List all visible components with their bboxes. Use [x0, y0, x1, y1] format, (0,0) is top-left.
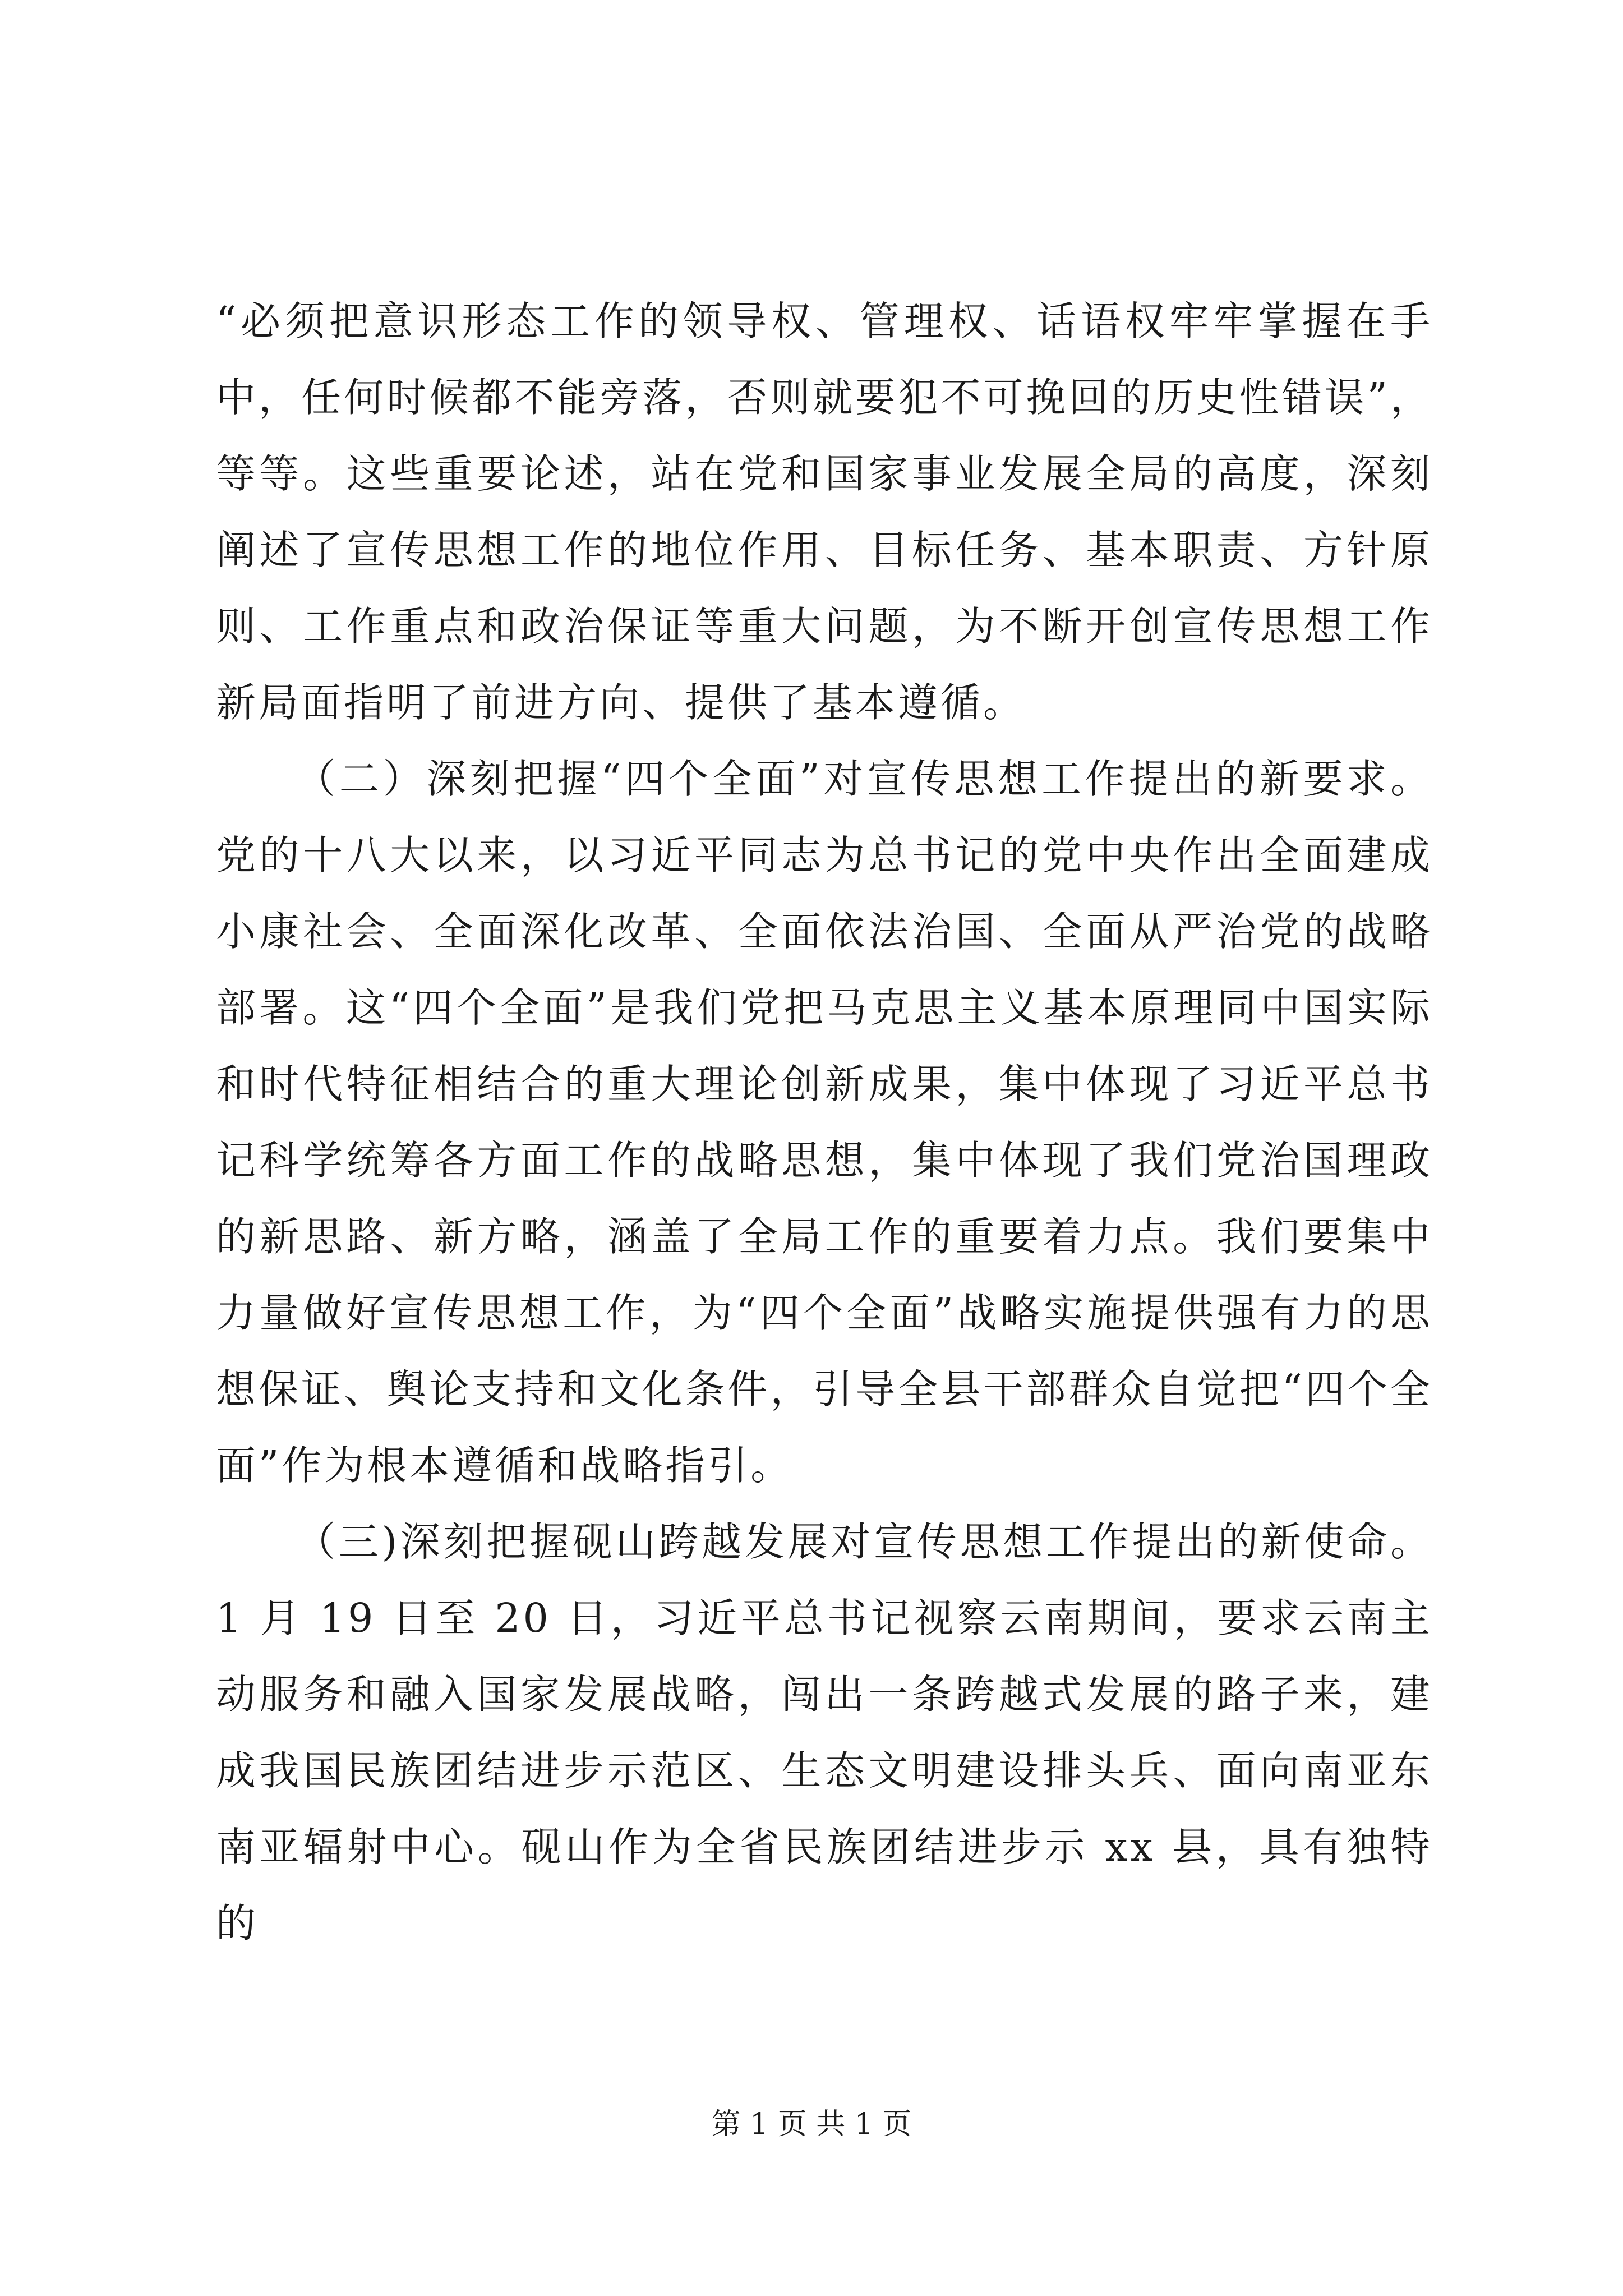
page-number-label: 第 1 页 共 1 页: [711, 2108, 912, 2141]
document-body: [216, 283, 1433, 1962]
paragraph-1: “必须把意识形态工作的领导权、管理权、话语权牢牢掌握在手中，任何时候都不能旁落，否则就要犯不可挽回的历史性错误”，等等。这些重要论述，站在党和国家事业发展全局的高度，深刻阐述了宣传思想工作的地位作用、目标任务、基本职责、方针原则、工作重点和政治保证等重大问题，为不断开创宣传思想工作新局面指明了前进方向、提供了基本遵循。: [216, 298, 1433, 726]
paragraph-3: （三)深刻把握砚山跨越发展对宣传思想工作提出的新使命。1 月 19 日至 20 日，习近平总书记视察云南期间，要求云南主动服务和融入国家发展战略，闯出一条跨越式发展的路子来，建成我国民族团结进步示范区、生态文明建设排头兵、面向南亚东南亚辐射中心。砚山作为全省民族团结进步示 xx 县，具有独特的: [216, 1519, 1433, 1947]
paragraph-2: （二）深刻把握“四个全面”对宣传思想工作提出的新要求。党的十八大以来，以习近平同志为总书记的党中央作出全面建成小康社会、全面深化改革、全面依法治国、全面从严治党的战略部署。这“四个全面”是我们党把马克思主义基本原理同中国实际和时代特征相结合的重大理论创新成果，集中体现了习近平总书记科学统筹各方面工作的战略思想，集中体现了我们党治国理政的新思路、新方略，涵盖了全局工作的重要着力点。我们要集中力量做好宣传思想工作，为“四个全面”战略实施提供强有力的思想保证、舆论支持和文化条件，引导全县干部群众自觉把“四个全面”作为根本遵循和战略指引。: [216, 756, 1433, 1489]
page-footer: [0, 2105, 1623, 2144]
